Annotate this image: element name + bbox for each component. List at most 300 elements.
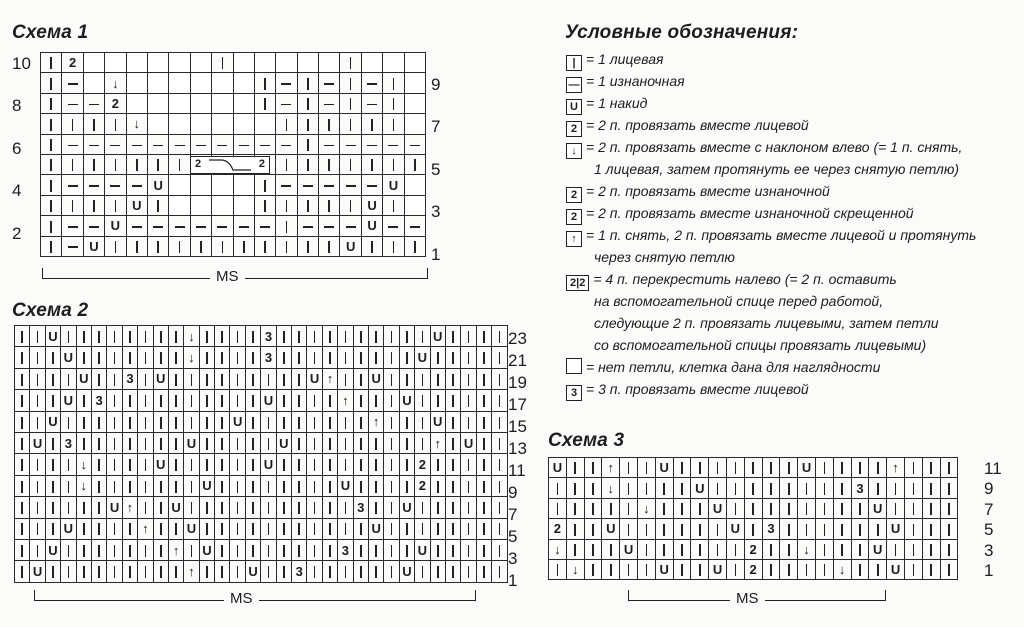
scheme3-cell xyxy=(904,519,922,539)
legend-symbol: | xyxy=(566,55,582,71)
scheme3-row-number: 1 xyxy=(984,561,994,580)
scheme3-cell xyxy=(833,498,851,518)
scheme3-cell xyxy=(637,519,655,539)
scheme1-cell xyxy=(361,73,382,93)
scheme1-row xyxy=(41,93,426,113)
scheme1-cell xyxy=(276,195,297,215)
scheme2-cell xyxy=(215,497,230,518)
scheme1-cell xyxy=(361,114,382,134)
scheme3-cell: ↓ xyxy=(637,498,655,518)
scheme2-cell xyxy=(292,326,307,347)
legend-item xyxy=(594,290,883,312)
scheme2-cell xyxy=(261,518,276,539)
scheme2-cell xyxy=(199,561,214,582)
scheme1-cell xyxy=(319,93,340,113)
scheme1-cell xyxy=(254,175,275,195)
legend-symbol: ↑ xyxy=(566,231,582,247)
scheme2-cell: U xyxy=(399,390,414,411)
scheme1-cell xyxy=(340,216,361,236)
legend-text: = 2 п. провязать вместе лицевой xyxy=(586,117,809,133)
scheme2-cell xyxy=(138,454,153,475)
scheme2-cell xyxy=(368,475,383,496)
scheme2-cell xyxy=(292,539,307,560)
scheme1-right-row-number: 5 xyxy=(431,159,441,179)
scheme1-left-row-number: 8 xyxy=(12,96,22,116)
scheme2-cell xyxy=(91,475,106,496)
scheme3-cell: U xyxy=(869,539,887,559)
scheme1-cell xyxy=(41,236,62,256)
scheme1-cell xyxy=(190,175,211,195)
scheme2-cell: ↑ xyxy=(184,561,199,582)
scheme3-cell xyxy=(549,559,567,579)
scheme1-cell xyxy=(276,53,297,73)
legend-text: = 1 накид xyxy=(586,95,648,111)
scheme2-cell xyxy=(338,454,353,475)
scheme1-cell xyxy=(383,236,404,256)
scheme2-cell xyxy=(492,432,507,453)
scheme1-left-row-number: 4 xyxy=(12,181,22,201)
scheme1-cell xyxy=(190,93,211,113)
scheme1-row xyxy=(41,236,426,256)
scheme2-cell xyxy=(199,411,214,432)
scheme2-cell xyxy=(430,347,445,368)
scheme3-cell xyxy=(833,478,851,498)
scheme1-cell xyxy=(62,175,83,195)
legend-text: следующие 2 п. провязать лицевыми, затем петли xyxy=(594,315,939,331)
scheme2-cell: U xyxy=(307,368,322,389)
legend-symbol: 2 xyxy=(566,121,582,137)
scheme2-cell xyxy=(122,561,137,582)
scheme2-cell xyxy=(276,497,291,518)
scheme2-cell: 3 xyxy=(61,432,76,453)
scheme1-cell xyxy=(276,175,297,195)
scheme3-cell xyxy=(620,559,638,579)
scheme2-cell xyxy=(399,518,414,539)
scheme1-cell xyxy=(126,134,147,154)
scheme2-cell xyxy=(138,475,153,496)
scheme2-cell xyxy=(384,475,399,496)
scheme2-cell: ↓ xyxy=(76,454,91,475)
legend-text: на вспомогательной спице перед работой, xyxy=(594,293,884,309)
scheme2-cell xyxy=(399,326,414,347)
scheme1-cell xyxy=(340,195,361,215)
scheme2-cell xyxy=(15,326,30,347)
scheme2-cell xyxy=(476,347,491,368)
legend-item xyxy=(566,378,809,401)
scheme2-cell xyxy=(138,411,153,432)
scheme3-grid xyxy=(548,457,958,580)
scheme1-cell xyxy=(383,195,404,215)
scheme3-row xyxy=(549,498,958,518)
scheme3-cell xyxy=(691,539,709,559)
scheme1-cell xyxy=(126,93,147,113)
scheme3-cell xyxy=(709,458,727,478)
scheme1-cell xyxy=(233,175,254,195)
scheme2-cell xyxy=(461,411,476,432)
scheme2-cell xyxy=(153,326,168,347)
scheme2-cell xyxy=(215,475,230,496)
scheme2-cell xyxy=(168,518,183,539)
scheme2-cell xyxy=(153,347,168,368)
scheme1-cell xyxy=(41,93,62,113)
scheme2-cell xyxy=(430,539,445,560)
scheme3-cell xyxy=(887,539,905,559)
scheme2-cell xyxy=(138,497,153,518)
scheme2-cell xyxy=(445,518,460,539)
scheme2-cell: U xyxy=(45,411,60,432)
scheme2-cell xyxy=(245,390,260,411)
scheme2-cell xyxy=(184,497,199,518)
scheme1-cell xyxy=(404,53,425,73)
scheme3-cell xyxy=(887,478,905,498)
scheme2-cell xyxy=(307,432,322,453)
scheme2-cell xyxy=(353,518,368,539)
scheme2-cell xyxy=(292,390,307,411)
scheme2-cell: ↑ xyxy=(322,368,337,389)
scheme2-cell: 3 xyxy=(292,561,307,582)
scheme2-cell xyxy=(261,497,276,518)
scheme1-cell xyxy=(212,175,233,195)
scheme2-cell xyxy=(461,326,476,347)
scheme2-cell xyxy=(384,561,399,582)
scheme1-cell xyxy=(254,114,275,134)
scheme2-cell: ↓ xyxy=(184,347,199,368)
scheme2-cell xyxy=(338,411,353,432)
scheme2-cell xyxy=(215,326,230,347)
scheme3-row-number: 3 xyxy=(984,540,994,560)
scheme1-cell xyxy=(105,195,126,215)
legend-symbol: — xyxy=(566,77,582,93)
scheme1-cell xyxy=(361,154,382,174)
scheme1-cell xyxy=(83,73,104,93)
scheme2-cell xyxy=(215,454,230,475)
scheme3-cell xyxy=(726,458,744,478)
scheme2-cell xyxy=(353,326,368,347)
scheme3-cell xyxy=(602,498,620,518)
scheme2-row xyxy=(15,347,508,368)
scheme2-cell xyxy=(307,454,322,475)
scheme2-cell xyxy=(215,518,230,539)
scheme2-cell xyxy=(230,518,245,539)
scheme1-cell xyxy=(233,195,254,215)
scheme2-cell xyxy=(107,539,122,560)
scheme2-cell xyxy=(91,368,106,389)
scheme3-cell xyxy=(851,539,869,559)
scheme2-cell: ↑ xyxy=(338,390,353,411)
scheme2-cell xyxy=(45,475,60,496)
scheme2-row-number: 17 xyxy=(508,395,527,414)
scheme2-cell xyxy=(276,411,291,432)
scheme2-cell xyxy=(476,411,491,432)
scheme1-cell xyxy=(169,93,190,113)
scheme2-cell xyxy=(168,454,183,475)
legend-item xyxy=(566,92,647,115)
scheme2-cell xyxy=(292,518,307,539)
scheme2-cell xyxy=(430,561,445,582)
scheme2-cell xyxy=(322,347,337,368)
scheme1-cell xyxy=(105,236,126,256)
scheme1-cell xyxy=(169,236,190,256)
legend-symbol: U xyxy=(566,99,582,115)
scheme1-cell xyxy=(147,195,168,215)
scheme1-cell xyxy=(83,195,104,215)
legend-symbol xyxy=(566,358,582,374)
legend-item xyxy=(566,224,976,247)
scheme2-cell: U xyxy=(415,539,430,560)
scheme2-cell xyxy=(292,347,307,368)
scheme2-cell xyxy=(276,518,291,539)
scheme2-row-number: 21 xyxy=(508,351,527,370)
scheme1-right-row-number: 1 xyxy=(431,244,441,264)
scheme1-cell xyxy=(62,134,83,154)
scheme2-cell xyxy=(307,347,322,368)
scheme2-cell xyxy=(153,497,168,518)
scheme2-cell xyxy=(292,411,307,432)
legend-text: = 2 п. провязать вместе изнаночной скрещенной xyxy=(586,205,914,221)
scheme2-row xyxy=(15,432,508,453)
scheme2-cell xyxy=(399,411,414,432)
scheme2-cell xyxy=(30,539,45,560)
scheme2-cell xyxy=(15,347,30,368)
scheme2-cell xyxy=(445,539,460,560)
scheme2-cell xyxy=(76,497,91,518)
scheme1-cell xyxy=(404,134,425,154)
scheme3-cell xyxy=(691,559,709,579)
legend-text: = 2 п. провязать вместе с наклоном влево (= 1 п. снять, xyxy=(586,139,963,155)
scheme2-cell xyxy=(215,368,230,389)
scheme3-cell: U xyxy=(655,559,673,579)
scheme2-cell xyxy=(461,539,476,560)
scheme2-cell xyxy=(353,432,368,453)
scheme3-cell xyxy=(851,559,869,579)
scheme2-cell xyxy=(276,561,291,582)
scheme2-cell xyxy=(353,454,368,475)
scheme1-cell xyxy=(297,93,318,113)
scheme2-row xyxy=(15,497,508,518)
scheme2-cell xyxy=(76,347,91,368)
scheme3-cell: 2 xyxy=(549,519,567,539)
scheme2-cell xyxy=(15,497,30,518)
scheme2-cell xyxy=(15,475,30,496)
scheme3-cell xyxy=(869,559,887,579)
scheme2-cell xyxy=(199,326,214,347)
scheme2-row-number: 13 xyxy=(508,439,527,458)
scheme2-cell xyxy=(292,454,307,475)
scheme1-row xyxy=(41,216,426,236)
scheme3-cell xyxy=(549,478,567,498)
scheme1-cell xyxy=(83,114,104,134)
scheme1-cell xyxy=(190,236,211,256)
scheme1-cell xyxy=(62,73,83,93)
scheme2-cell xyxy=(353,475,368,496)
scheme1-cell xyxy=(147,134,168,154)
scheme3-cell: ↓ xyxy=(566,559,584,579)
scheme2-cell xyxy=(322,475,337,496)
scheme1-cell xyxy=(254,236,275,256)
scheme1-cell xyxy=(83,154,104,174)
scheme2-cell xyxy=(122,411,137,432)
scheme2-cell xyxy=(430,518,445,539)
scheme3-cell: ↓ xyxy=(798,539,816,559)
scheme2-cell xyxy=(353,561,368,582)
scheme1-cell xyxy=(297,134,318,154)
scheme1-cell xyxy=(340,175,361,195)
scheme2-cell xyxy=(261,411,276,432)
scheme2-cell xyxy=(230,497,245,518)
scheme2-cell xyxy=(76,518,91,539)
scheme2-cell xyxy=(322,454,337,475)
scheme2-cell xyxy=(353,368,368,389)
scheme3-cell xyxy=(851,519,869,539)
scheme2-cell xyxy=(30,411,45,432)
scheme2-cell xyxy=(245,518,260,539)
scheme3-cell xyxy=(922,559,940,579)
scheme1-cell xyxy=(319,195,340,215)
scheme2-cell xyxy=(384,497,399,518)
scheme3-cell: U xyxy=(709,498,727,518)
scheme2-cell xyxy=(307,497,322,518)
scheme1-cell xyxy=(62,93,83,113)
scheme1-cell xyxy=(319,175,340,195)
scheme2-cell xyxy=(215,561,230,582)
scheme2-cell xyxy=(307,411,322,432)
scheme1-cell xyxy=(254,134,275,154)
scheme3-cell xyxy=(709,478,727,498)
scheme3-cell xyxy=(833,519,851,539)
scheme2-cell xyxy=(292,368,307,389)
scheme3-cell xyxy=(904,478,922,498)
scheme2-cell xyxy=(168,561,183,582)
scheme1-cell xyxy=(340,53,361,73)
scheme2-cell xyxy=(245,497,260,518)
scheme2-cell xyxy=(307,539,322,560)
scheme1-cell xyxy=(361,175,382,195)
legend-text: = 2 п. провязать вместе изнаночной xyxy=(586,183,830,199)
scheme3-cell: 3 xyxy=(762,519,780,539)
scheme3-cell xyxy=(887,498,905,518)
scheme2-cell xyxy=(445,326,460,347)
scheme3-cell xyxy=(673,519,691,539)
scheme2-cell xyxy=(122,539,137,560)
scheme2-cell xyxy=(322,518,337,539)
scheme2-cell: ↑ xyxy=(122,497,137,518)
scheme1-cell xyxy=(41,175,62,195)
scheme3-cell xyxy=(940,458,958,478)
scheme2-cell xyxy=(61,561,76,582)
scheme1-cell xyxy=(169,175,190,195)
scheme2-cell xyxy=(492,518,507,539)
scheme2-row-number: 5 xyxy=(508,527,518,546)
scheme1-cell xyxy=(169,195,190,215)
scheme2-cell xyxy=(61,411,76,432)
scheme2-cell xyxy=(15,390,30,411)
scheme2-cell xyxy=(215,432,230,453)
scheme2-cell xyxy=(353,539,368,560)
scheme2-cell xyxy=(415,326,430,347)
scheme3-cell xyxy=(602,539,620,559)
scheme2-cell xyxy=(338,347,353,368)
scheme2-cell xyxy=(168,411,183,432)
scheme3-cell xyxy=(584,539,602,559)
scheme2-cell: U xyxy=(199,475,214,496)
scheme2-cell xyxy=(199,454,214,475)
scheme1-cell xyxy=(254,216,275,236)
scheme2-cell: U xyxy=(199,539,214,560)
scheme1-cell xyxy=(105,53,126,73)
scheme1-cell xyxy=(41,53,62,73)
scheme1-cell xyxy=(297,195,318,215)
scheme1-cell xyxy=(276,236,297,256)
scheme1-cell xyxy=(147,216,168,236)
scheme2-cell xyxy=(184,475,199,496)
legend-item xyxy=(566,136,962,159)
scheme2-cell xyxy=(184,539,199,560)
scheme1-cell xyxy=(361,134,382,154)
scheme2-cell: U xyxy=(153,454,168,475)
scheme1-title: Схема 1 xyxy=(12,22,89,43)
scheme1-cell xyxy=(297,236,318,256)
scheme3-row xyxy=(549,559,958,579)
scheme1-cell xyxy=(404,216,425,236)
scheme2-cell: U xyxy=(61,347,76,368)
scheme1-cell xyxy=(147,93,168,113)
scheme3-cell: ↑ xyxy=(602,458,620,478)
scheme2-cell: U xyxy=(338,475,353,496)
scheme3-cell xyxy=(780,458,798,478)
scheme3-cell xyxy=(620,519,638,539)
scheme1-cell xyxy=(212,93,233,113)
scheme1-cell xyxy=(254,93,275,113)
scheme2-cell xyxy=(368,539,383,560)
scheme2-cell xyxy=(322,539,337,560)
scheme3-cell xyxy=(691,519,709,539)
scheme3-cell xyxy=(602,559,620,579)
scheme1-cell xyxy=(319,73,340,93)
scheme1-cell xyxy=(83,216,104,236)
scheme3-cell: U xyxy=(887,559,905,579)
legend-text: 1 лицевая, затем протянуть ее через снятую петлю) xyxy=(594,161,960,177)
scheme3-cell xyxy=(869,458,887,478)
scheme2-cell xyxy=(215,390,230,411)
scheme2-cell xyxy=(45,390,60,411)
scheme1-cell xyxy=(254,195,275,215)
scheme2-cell xyxy=(353,390,368,411)
scheme3-row xyxy=(549,539,958,559)
scheme2-cell xyxy=(415,497,430,518)
scheme1-cell xyxy=(169,216,190,236)
scheme3-cell: U xyxy=(798,458,816,478)
scheme1-cell xyxy=(383,154,404,174)
legend-text: = нет петли, клетка дана для наглядности xyxy=(586,359,881,375)
scheme1-cell xyxy=(404,236,425,256)
scheme2-cell: U xyxy=(45,326,60,347)
scheme3-cell xyxy=(815,559,833,579)
scheme2-cell xyxy=(61,475,76,496)
scheme2-cell xyxy=(153,411,168,432)
scheme2-cell: U xyxy=(399,561,414,582)
scheme2-cell xyxy=(107,475,122,496)
scheme3-cell: 2 xyxy=(744,539,762,559)
scheme2-cell xyxy=(15,411,30,432)
scheme1-left-row-number: 2 xyxy=(12,223,22,243)
scheme1-cell xyxy=(126,216,147,236)
scheme2-cell xyxy=(184,454,199,475)
scheme1-cell xyxy=(212,114,233,134)
scheme2-cell xyxy=(461,475,476,496)
scheme3-cell xyxy=(833,458,851,478)
scheme2-cell xyxy=(322,497,337,518)
scheme2-cell xyxy=(138,539,153,560)
